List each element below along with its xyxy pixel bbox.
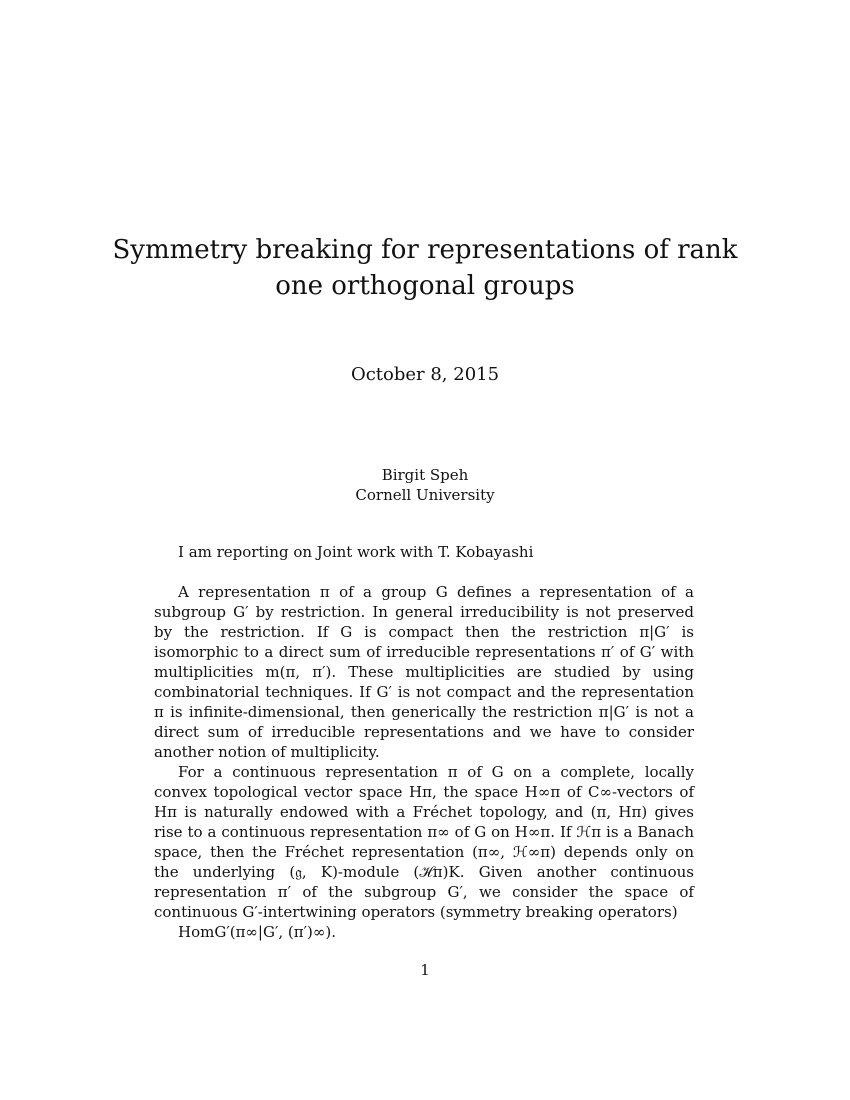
author-affiliation: Cornell University (355, 486, 495, 504)
body-paragraph-1: A representation π of a group G defines a representation of a subgroup G′ by restriction. In general irreducibility is not preserved by the restriction. If G is compact then the restriction π|G′ is isomorphic to a direct sum of irreducible representations π′ of G′ with multiplicities m(π, π′). These multiplicities are studied by using combinatorial techniques. If G′ is not compact and the representation π is infinite-dimensional, then generically the restriction π|G′ is not a direct sum of irreducible representations and we have to consider another notion of multiplicity. (154, 583, 694, 761)
body-paragraph-2: For a continuous representation π of G on a complete, locally convex topological vector space Hπ, the space H∞π of C∞-vectors of Hπ is naturally endowed with a Fréchet topology, and (π, Hπ) gives rise to a continuous representation π∞ of G on H∞π. If ℋπ is a Banach space, then the Fréchet representation (π∞, ℋ∞π) depends only on the underlying (𝔤, K)-module (ℋπ)K. Given another continuous representation π′ of the subgroup G′, we consider the space of continuous G′-intertwining operators (symmetry breaking operators) (154, 763, 694, 921)
author-name: Birgit Speh (381, 466, 469, 484)
paper-body (154, 542, 694, 942)
paper-date: October 8, 2015 (350, 364, 500, 385)
author-block (0, 465, 850, 505)
display-formula: HomG′(π∞|G′, (π′)∞). (178, 923, 336, 941)
intro-paragraph: I am reporting on Joint work with T. Kobayashi (178, 543, 534, 561)
paper-title: Symmetry breaking for representations of rank one orthogonal groups (112, 235, 738, 301)
page-number: 1 (420, 961, 430, 979)
